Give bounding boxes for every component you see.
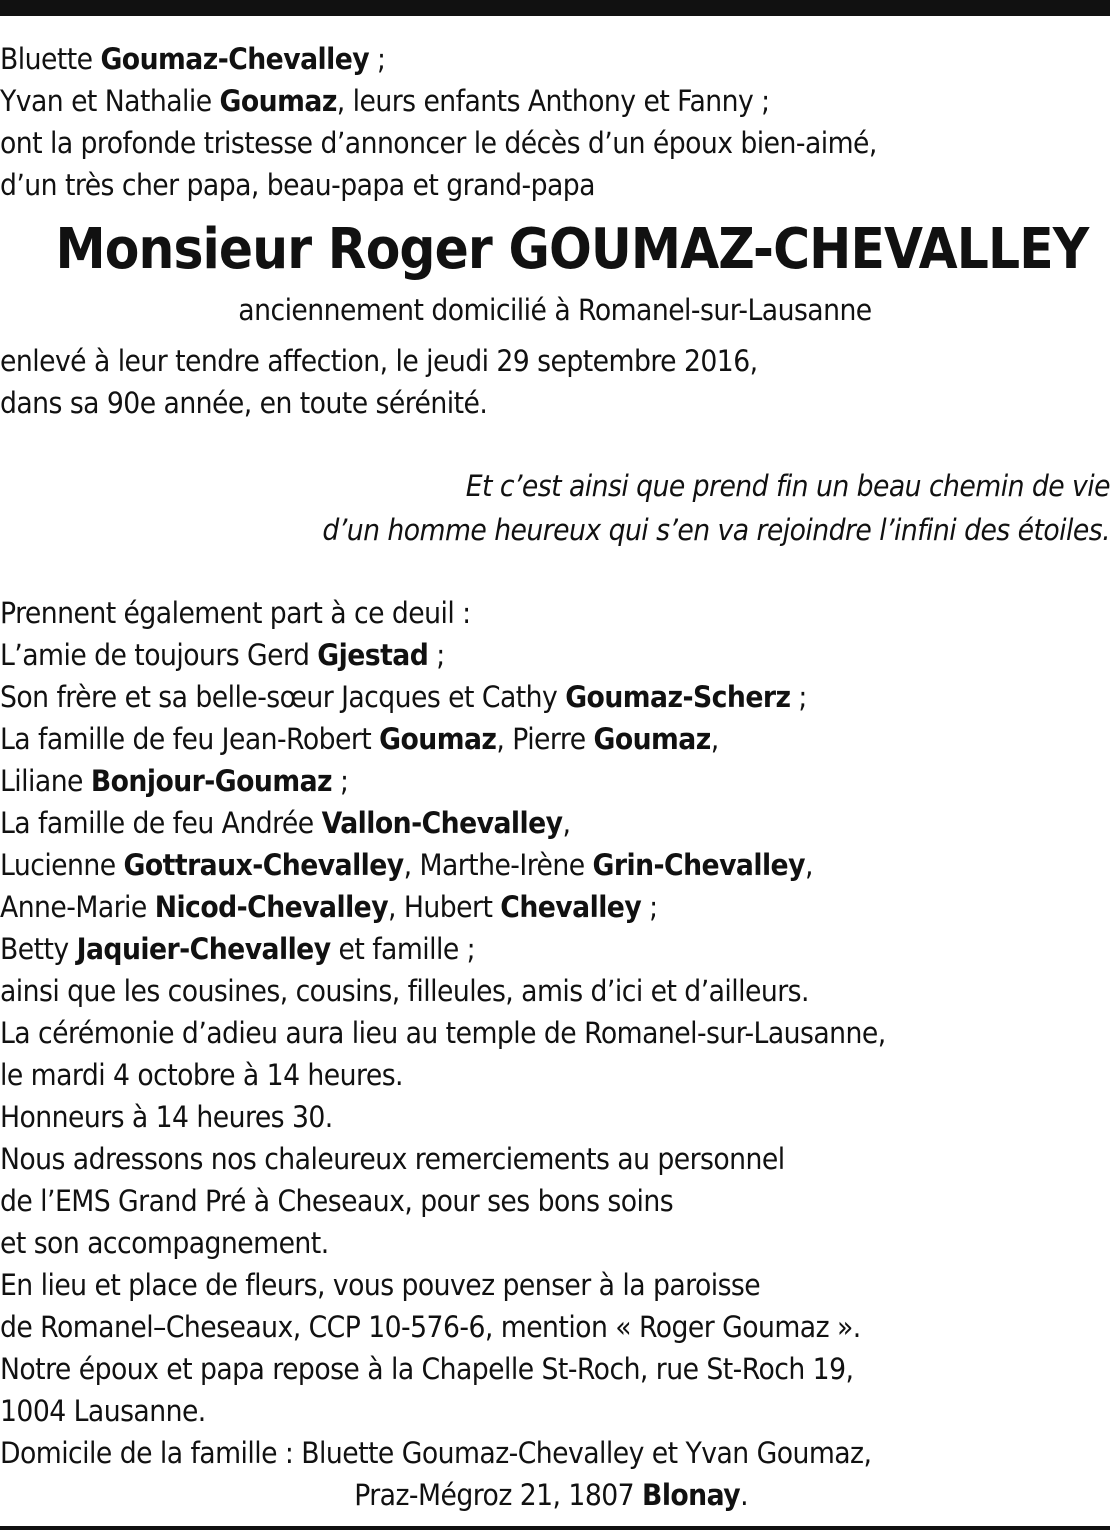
bottom-rule bbox=[0, 1526, 1110, 1530]
death-line-2: dans sa 90e année, en toute sérénité. bbox=[0, 386, 488, 420]
mourner-text: Betty bbox=[0, 932, 77, 966]
family-name: Gjestad bbox=[317, 638, 429, 672]
intro-line-3: ont la profonde tristesse d’annoncer le décès d’un époux bien-aimé, bbox=[0, 126, 877, 160]
mourner-text: , bbox=[710, 722, 719, 756]
quote-line-2: d’un homme heureux qui s’en va rejoindre l’infini des étoiles. bbox=[322, 513, 1110, 547]
thanks-line-1: Nous adressons nos chaleureux remerciements au personnel bbox=[0, 1142, 785, 1176]
intro-text: , leurs enfants Anthony et Fanny ; bbox=[336, 84, 770, 118]
intro-line-1 bbox=[0, 38, 1021, 80]
domicile-line-2 bbox=[0, 1474, 1021, 1516]
mourner-text: Lucienne bbox=[0, 848, 124, 882]
mourner-row-7 bbox=[0, 886, 1021, 928]
obituary-notice bbox=[0, 38, 1110, 1516]
mourner-row-6 bbox=[0, 844, 1021, 886]
mourner-text: ; bbox=[641, 890, 658, 924]
domicile-town: Blonay bbox=[642, 1478, 741, 1512]
mourner-row-8 bbox=[0, 928, 1021, 970]
intro-line-2 bbox=[0, 80, 1021, 122]
chapel-line-2: 1004 Lausanne. bbox=[0, 1394, 206, 1428]
chapel-line-1: Notre époux et papa repose à la Chapelle St-Roch, rue St-Roch 19, bbox=[0, 1352, 854, 1386]
mourner-text: , Pierre bbox=[496, 722, 594, 756]
quote-line-1: Et c’est ainsi que prend fin un beau chemin de vie bbox=[465, 469, 1110, 503]
mourner-text: La famille de feu Jean-Robert bbox=[0, 722, 380, 756]
family-name: Gottraux-Chevalley bbox=[123, 848, 404, 882]
mourner-text: Liliane bbox=[0, 764, 91, 798]
ceremony-line-3: Honneurs à 14 heures 30. bbox=[0, 1100, 333, 1134]
mourner-row-5 bbox=[0, 802, 1021, 844]
domicile-line-1: Domicile de la famille : Bluette Goumaz-Chevalley et Yvan Goumaz, bbox=[0, 1436, 872, 1470]
family-name: Jaquier-Chevalley bbox=[76, 932, 331, 966]
family-name: Nicod-Chevalley bbox=[154, 890, 389, 924]
flowers-line-1: En lieu et place de fleurs, vous pouvez penser à la paroisse bbox=[0, 1268, 761, 1302]
family-name: Bonjour-Goumaz bbox=[90, 764, 333, 798]
family-name: Grin-Chevalley bbox=[592, 848, 805, 882]
mourner-row-3 bbox=[0, 718, 1021, 760]
mourner-text: La famille de feu Andrée bbox=[0, 806, 322, 840]
intro-text: Bluette bbox=[0, 42, 101, 76]
mourner-row-2 bbox=[0, 676, 1021, 718]
mourner-row-4 bbox=[0, 760, 1021, 802]
mourner-text: , Marthe-Irène bbox=[403, 848, 593, 882]
former-residence: anciennement domicilié à Romanel-sur-Lausanne bbox=[238, 293, 872, 327]
family-name: Goumaz bbox=[379, 722, 497, 756]
ceremony-line-1: La cérémonie d’adieu aura lieu au temple de Romanel-sur-Lausanne, bbox=[0, 1016, 886, 1050]
family-name: Goumaz-Scherz bbox=[565, 680, 791, 714]
intro-text: Yvan et Nathalie bbox=[0, 84, 220, 118]
mourner-text: Anne-Marie bbox=[0, 890, 155, 924]
family-name: Goumaz bbox=[593, 722, 711, 756]
domicile-address: Praz-Mégroz 21, 1807 bbox=[354, 1478, 643, 1512]
intro-text: ; bbox=[369, 42, 386, 76]
mourner-text: Son frère et sa belle-sœur Jacques et Cathy bbox=[0, 680, 566, 714]
mourner-text: ; bbox=[790, 680, 807, 714]
mourner-text: L’amie de toujours Gerd bbox=[0, 638, 318, 672]
intro-line-4: d’un très cher papa, beau-papa et grand-papa bbox=[0, 168, 595, 202]
mourner-text: ; bbox=[428, 638, 445, 672]
family-name: Chevalley bbox=[500, 890, 642, 924]
mourner-row-9: ainsi que les cousines, cousins, filleules, amis d’ici et d’ailleurs. bbox=[0, 974, 809, 1008]
deceased-name-title: Monsieur Roger GOUMAZ-CHEVALLEY bbox=[55, 217, 1089, 282]
mourners-intro: Prennent également part à ce deuil : bbox=[0, 596, 471, 630]
family-name: Goumaz-Chevalley bbox=[100, 42, 370, 76]
death-line-1: enlevé à leur tendre affection, le jeudi 29 septembre 2016, bbox=[0, 344, 758, 378]
mourner-text: ; bbox=[332, 764, 349, 798]
top-rule bbox=[0, 0, 1110, 16]
mourner-text: , Hubert bbox=[388, 890, 501, 924]
ceremony-line-2: le mardi 4 octobre à 14 heures. bbox=[0, 1058, 403, 1092]
family-name: Vallon-Chevalley bbox=[321, 806, 563, 840]
mourner-text: et famille ; bbox=[330, 932, 476, 966]
mourner-row-1 bbox=[0, 634, 1021, 676]
mourner-text: , bbox=[562, 806, 571, 840]
family-name: Goumaz bbox=[219, 84, 337, 118]
thanks-line-3: et son accompagnement. bbox=[0, 1226, 329, 1260]
thanks-line-2: de l’EMS Grand Pré à Cheseaux, pour ses bons soins bbox=[0, 1184, 674, 1218]
domicile-text: . bbox=[740, 1478, 749, 1512]
flowers-line-2: de Romanel–Cheseaux, CCP 10-576-6, mention « Roger Goumaz ». bbox=[0, 1310, 861, 1344]
mourner-text: , bbox=[804, 848, 813, 882]
